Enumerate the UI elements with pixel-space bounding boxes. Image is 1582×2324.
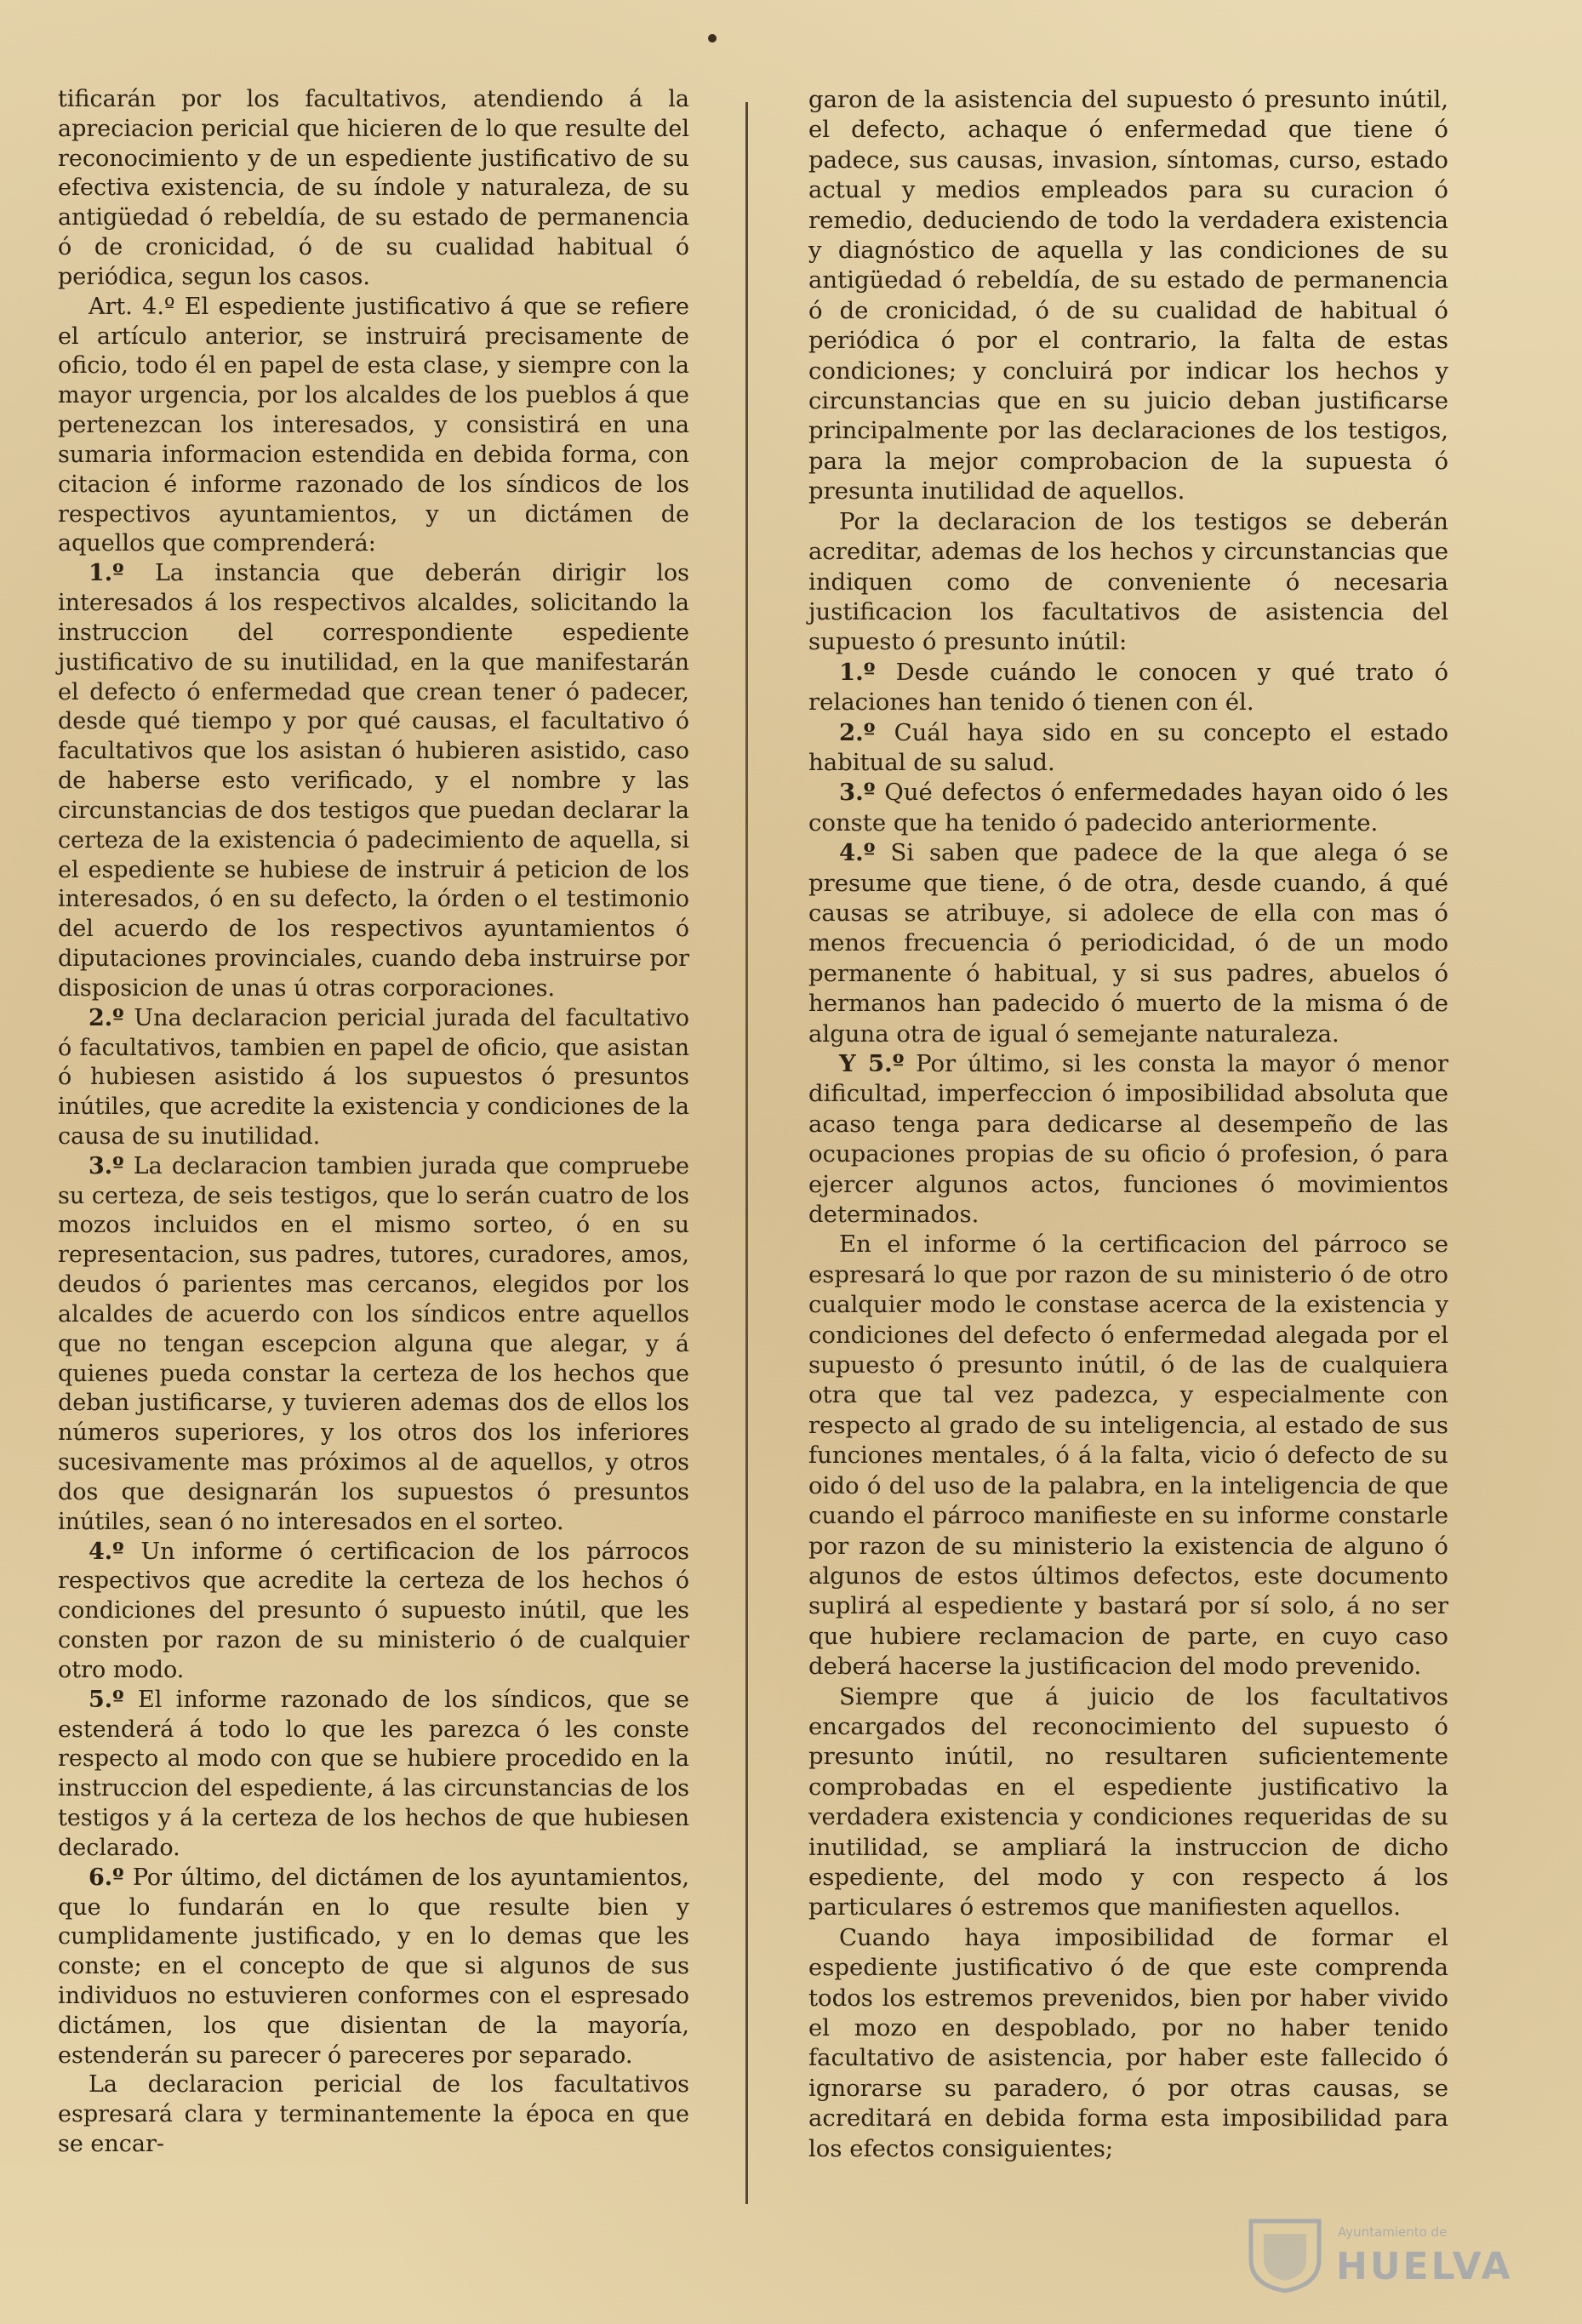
paragraph-text: garon de la asistencia del supuesto ó presunto inútil, el defecto, achaque ó enfermedad que tiene ó padece, sus causas, invasion, síntomas, curso, estado actual y medios empleados para su curacion ó remedio, deduciendo de todo la verdadera existencia y diagnóstico de aquella y las condiciones de su antigüedad ó rebeldía, de su estado de permanencia ó de cronicidad, ó de su cualidad de habitual ó periódica ó por el contrario, la falta de estas condiciones; y concluirá por indicar los hechos y circunstancias que en su juicio deban justificarse principalmente por las declaraciones de los testigos, para la mejor comprobacion de la supuesta ó presunta inutilidad de aquellos.: [808, 86, 1448, 505]
paragraph-text: Un informe ó certificacion de los párrocos respectivos que acredite la certeza de los hechos ó condiciones del presunto ó supuesto inútil, que les consten por razon de su ministerio ó de cualquier otro modo.: [58, 1538, 689, 1683]
paragraph: [58, 85, 689, 293]
numbered-paragraph: [58, 1152, 689, 1538]
item-number: 2.º: [839, 718, 876, 746]
paragraph: [808, 507, 1448, 658]
paragraph: [808, 85, 1448, 507]
left-column: [58, 85, 689, 2213]
item-number: 6.º: [89, 1864, 124, 1891]
paragraph-text: Desde cuándo le conocen y qué trato ó relaciones han tenido ó tienen con él.: [808, 658, 1448, 717]
ink-dot: [708, 34, 717, 43]
numbered-paragraph: [58, 559, 689, 1003]
right-column: [808, 85, 1448, 2213]
paragraph-text: Cuál haya sido en su concepto el estado habitual de su salud.: [808, 718, 1448, 776]
paragraph: [808, 1230, 1448, 1682]
item-number: 1.º: [89, 560, 124, 587]
item-number: Y 5.º: [839, 1050, 905, 1077]
paragraph-text: Por último, del dictámen de los ayuntamientos, que lo fundarán en lo que resulte bien y cumplidamente justificado, y en lo demas que les conste; en el concepto de que si algunos de sus individuos no estuvieren conformes con el espresado dictámen, los que disientan de la mayoría, estenderán su parecer ó pareceres por separado.: [58, 1864, 689, 2069]
numbered-paragraph: [808, 718, 1448, 779]
paragraph-text: tificarán por los facultativos, atendiendo á la apreciacion pericial que hicieren de lo que resulte del reconocimiento y de un espediente justificativo de su efectiva existencia, de su índole y naturaleza, de su antigüedad ó rebeldía, de su estado de permanencia ó de cronicidad, ó de su cualidad habitual ó periódica, segun los casos.: [58, 86, 689, 290]
numbered-paragraph: [58, 1004, 689, 1152]
item-number: 4.º: [89, 1538, 124, 1565]
column-divider: [745, 102, 748, 2204]
paragraph: [808, 1682, 1448, 1923]
paragraph-text: Art. 4.º El espediente justificativo á que se refiere el artículo anterior, se instruirá precisamente de oficio, todo él en papel de esta clase, y siempre con la mayor urgencia, por los alcaldes de los pueblos á que pertenezcan los interesados, y consistirá en una sumaria informacion estendida en debida forma, con citacion é informe razonado de los síndicos de los respectivos ayuntamientos, y un dictámen de aquellos que comprenderá:: [58, 293, 689, 557]
paragraph-text: Una declaracion pericial jurada del facultativo ó facultativos, tambien en papel de oficio, que asistan ó hubiesen asistido á los supuestos ó presuntos inútiles, que acredite la existencia y condiciones de la causa de su inutilidad.: [58, 1004, 689, 1150]
numbered-paragraph: [58, 1538, 689, 1686]
paragraph: [808, 1923, 1448, 2164]
numbered-paragraph: [808, 1049, 1448, 1230]
numbered-paragraph: [58, 1864, 689, 2071]
numbered-paragraph: [808, 658, 1448, 718]
paragraph: [58, 293, 689, 559]
paragraph-text: Qué defectos ó enfermedades hayan oido ó les conste que ha tenido ó padecido anteriormente.: [808, 779, 1448, 837]
paragraph-text: En el informe ó la certificacion del párroco se espresará lo que por razon de su ministerio ó de otro cualquier modo le constase acerca de la existencia y condiciones del defecto ó enfermedad alegada por el supuesto ó presunto inútil, ó de las de cualquiera otra que tal vez padezca, y especialmente con respecto al grado de su inteligencia, al estado de sus funciones mentales, ó á la falta, vicio ó defecto de su oido ó del uso de la palabra, en la inteligencia de que cuando el párroco manifieste en su informe constarle por razon de su ministerio la existencia de alguno ó algunos de estos últimos defectos, este documento suplirá al espediente y bastará por sí solo, á no ser que hubiere reclamacion de parte, en cuyo caso deberá hacerse la justificacion del modo prevenido.: [808, 1231, 1448, 1681]
archive-watermark: [1242, 2213, 1523, 2293]
paragraph-text: Si saben que padece de la que alega ó se presume que tiene, ó de otra, desde cuando, á qué causas se atribuye, si adolece de ella con mas ó menos frecuencia ó periodicidad, ó de un modo permanente ó habitual, y si sus padres, abuelos ó hermanos han padecido ó muerto de la misma ó de alguna otra de igual ó semejante naturaleza.: [808, 839, 1448, 1048]
numbered-paragraph: [58, 1686, 689, 1864]
numbered-paragraph: [808, 838, 1448, 1049]
paragraph-text: Por la declaracion de los testigos se deberán acreditar, ademas de los hechos y circunstancias que indiquen como de conveniente ó necesaria justificacion los facultativos de asistencia del supuesto ó presunto inútil:: [808, 507, 1448, 656]
paragraph-text: Siempre que á juicio de los facultativos encargados del reconocimiento del supuesto ó presunto inútil, no resultaren suficientemente comprobadas en el espediente justificativo la verdadera existencia y condiciones requeridas de su inutilidad, se ampliará la instruccion de dicho espediente, del modo y con respecto á los particulares ó estremos que manifiesten aquellos.: [808, 1682, 1448, 1921]
item-number: 5.º: [89, 1686, 124, 1713]
paragraph-text: La instancia que deberán dirigir los interesados á los respectivos alcaldes, solicitando la instruccion del correspondiente espediente justificativo de su inutilidad, en la que manifestarán el defecto ó enfermedad que crean tener ó padecer, desde qué tiempo y por qué causas, el facultativo ó facultativos que los asistan ó hubieren asistido, caso de haberse esto verificado, y el nombre y las circunstancias de dos testigos que puedan declarar la certeza de la existencia ó padecimiento de aquella, si el espediente se hubiese de instruir á peticion de los interesados, ó en su defecto, la órden o el testimonio del acuerdo de los respectivos ayuntamientos ó diputaciones provinciales, cuando deba instruirse por disposicion de unas ú otras corporaciones.: [58, 560, 689, 1002]
shield-icon: [1242, 2213, 1328, 2293]
paragraph-text: Cuando haya imposibilidad de formar el espediente justificativo ó de que este comprenda todos los estremos prevenidos, bien por haber vivido el mozo en despoblado, por no haber tenido facultativo de asistencia, por haber este fallecido ó ignorarse su paradero, ó por otras causas, se acreditará en debida forma esta imposibilidad para los efectos consiguientes;: [808, 1923, 1448, 2162]
item-number: 3.º: [89, 1152, 124, 1179]
watermark-text: HUELVA: [1336, 2245, 1513, 2288]
paragraph: [58, 2070, 689, 2159]
item-number: 4.º: [839, 839, 876, 867]
item-number: 1.º: [839, 658, 876, 686]
item-number: 2.º: [89, 1004, 124, 1031]
paragraph-text: El informe razonado de los síndicos, que se estenderá á todo lo que les parezca ó les conste respecto al modo con que se hubiere procedido en la instruccion del espediente, á las circunstancias de los testigos y á la certeza de los hechos de que hubiesen declarado.: [58, 1686, 689, 1861]
numbered-paragraph: [808, 778, 1448, 838]
watermark-small-text: Ayuntamiento de: [1338, 2224, 1448, 2240]
paragraph-text: La declaracion pericial de los facultativos espresará clara y terminantemente la época en que se encar-: [58, 2071, 689, 2158]
item-number: 3.º: [839, 779, 876, 807]
paragraph-text: La declaracion tambien jurada que compruebe su certeza, de seis testigos, que lo serán cuatro de los mozos incluidos en el mismo sorteo, ó en su representacion, sus padres, tutores, curadores, amos, deudos ó parientes mas cercanos, elegidos por los alcaldes de acuerdo con los síndicos entre aquellos que no tengan escepcion alguna que alegar, y á quienes pueda constar la certeza de los hechos que deban justificarse, y tuvieren ademas dos de ellos los números superiores, y los otros dos los inferiores sucesivamente mas próximos al de aquellos, y otros dos que designarán los supuestos ó presuntos inútiles, sean ó no interesados en el sorteo.: [58, 1152, 689, 1535]
paragraph-text: Por último, si les consta la mayor ó menor dificultad, imperfeccion ó imposibilidad absoluta que acaso tenga para dedicarse al desempeño de las ocupaciones propias de su oficio ó profesion, ó para ejercer algunos actos, funciones ó movimientos determinados.: [808, 1050, 1448, 1229]
